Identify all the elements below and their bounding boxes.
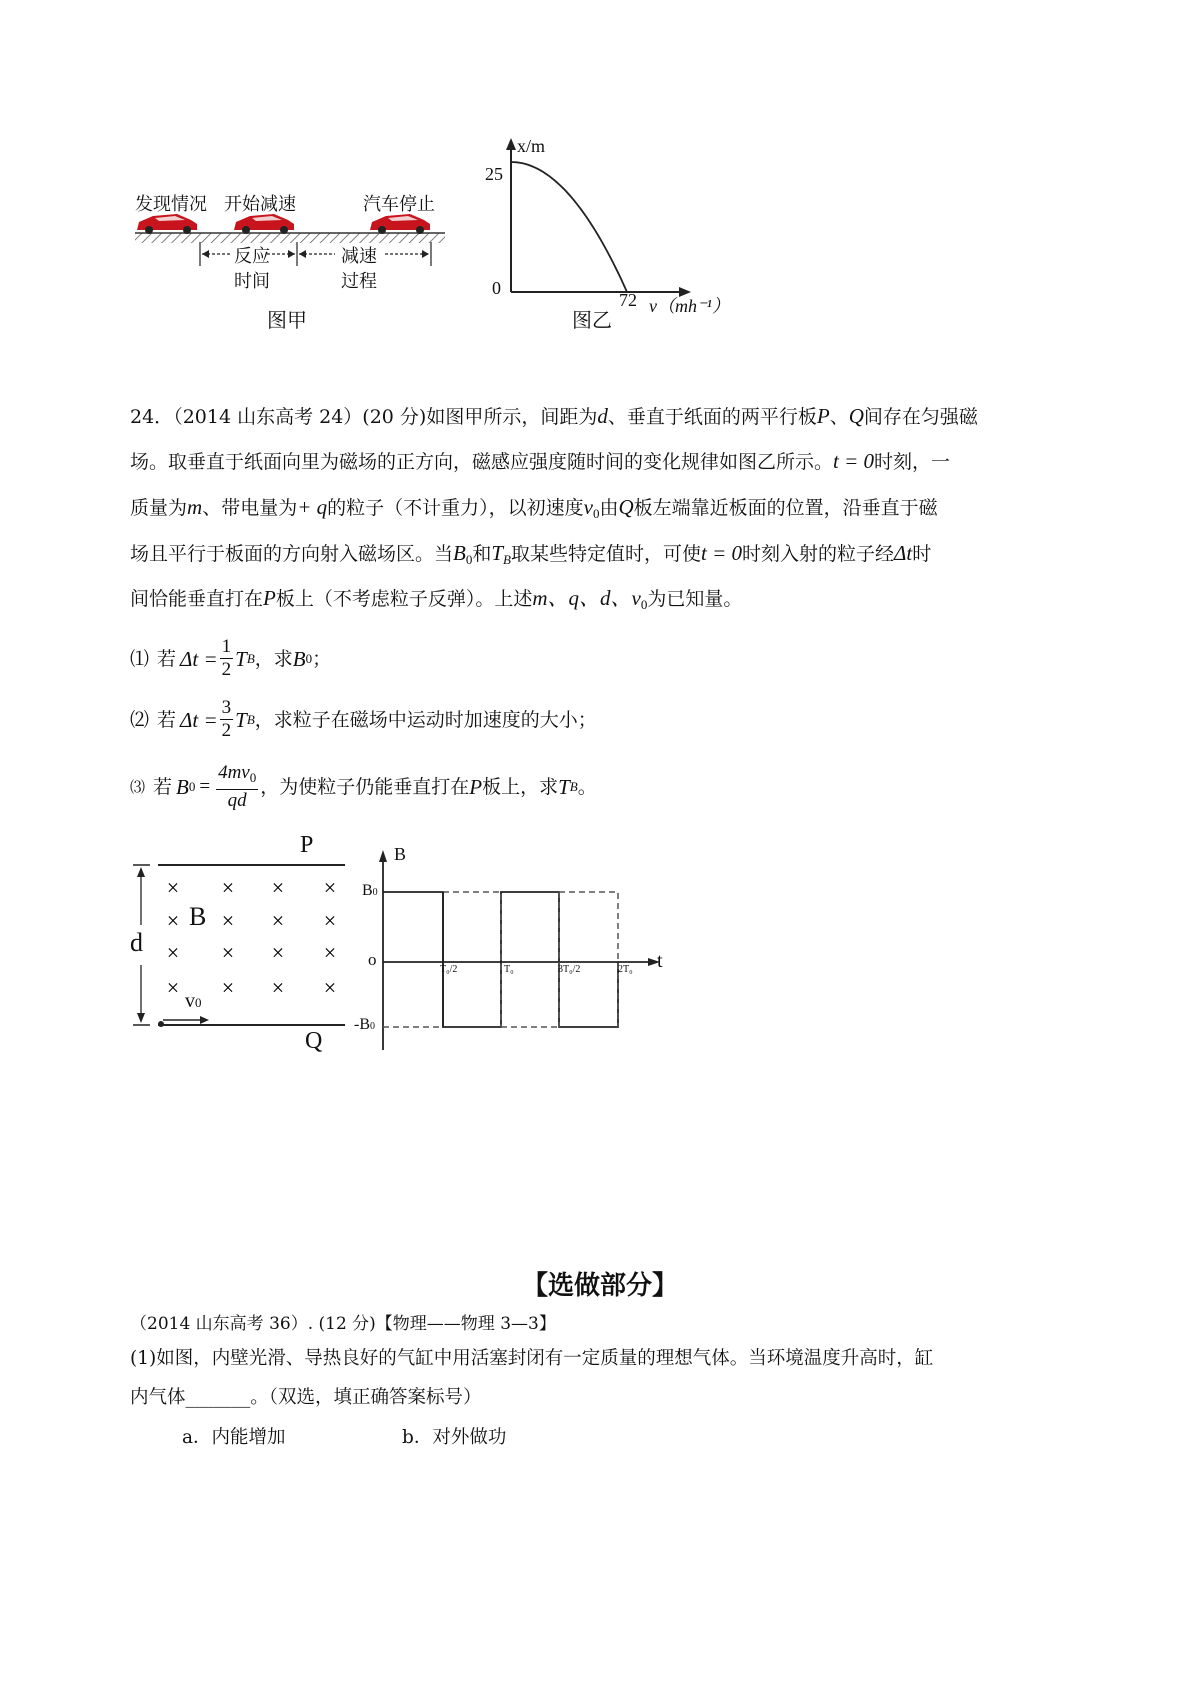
q36-line-2 — [130, 1384, 482, 1412]
label-stop: 汽车停止 — [363, 194, 435, 215]
q36-header: （2014 山东高考 36）. (12 分)【物理——物理 3—3】 — [130, 1314, 556, 1334]
x-tick-label: 72 — [619, 290, 637, 310]
q24-text: 间恰能垂直打在 — [130, 588, 264, 610]
caption-yi: 图乙 — [572, 308, 612, 332]
subscript-0: 0 — [372, 887, 378, 898]
part-label: ⑵ — [130, 708, 150, 731]
car-icon — [137, 214, 197, 234]
q24-text: 时刻入射的粒子经 — [742, 543, 895, 565]
label-start-brake: 开始减速 — [224, 194, 296, 215]
label-Q: Q — [305, 1028, 323, 1054]
origin-label: 0 — [492, 278, 501, 298]
particle-dot — [158, 1021, 164, 1027]
var-v: v — [583, 495, 593, 519]
q24-text: 如图甲所示，间距为 — [426, 406, 598, 428]
q24-text: 若 — [157, 708, 177, 731]
figure-field — [125, 830, 365, 1070]
q24-text: 间存在匀强磁 — [863, 406, 978, 428]
fraction-numerator — [216, 762, 258, 790]
q24-text: ，为使粒子仍能垂直打在 — [260, 776, 470, 798]
label-t-axis: t — [657, 950, 663, 972]
q24-line-5 — [130, 584, 742, 619]
tick-3T0-half: 3T₀/2 — [558, 964, 581, 975]
fraction-numerator: 1 — [221, 636, 232, 657]
field-cross: × — [166, 908, 180, 933]
fraction-numerator: 3 — [221, 697, 232, 718]
label-reaction-2: 时间 — [234, 271, 270, 292]
q24-text: ，求粒子在磁场中运动时加速度的大小； — [254, 708, 597, 731]
B-text: B — [362, 882, 373, 899]
label-decel-2: 过程 — [341, 271, 377, 292]
q24-text: 、 — [829, 406, 849, 428]
label-discover: 发现情况 — [135, 194, 207, 215]
subscript-0: 0 — [305, 650, 313, 666]
label-origin: o — [368, 950, 377, 969]
var-T: T — [491, 541, 504, 565]
v-text: v — [185, 990, 195, 1012]
q24-text: 若 — [153, 776, 173, 798]
q24-text: ； — [312, 647, 332, 670]
subscript-0: 0 — [465, 552, 473, 567]
question-number: 24． — [130, 406, 174, 428]
subscript-0: 0 — [195, 995, 202, 1010]
q24-text: 场且平行于板面的方向射入磁场区。当 — [130, 543, 454, 565]
field-crosses — [167, 875, 336, 1000]
subscript-0: 0 — [188, 779, 196, 794]
car-icon — [370, 214, 430, 234]
q24-text: 时刻，一 — [874, 451, 951, 473]
var-Q: Q — [618, 495, 634, 519]
label-reaction-1: 反应 — [234, 246, 270, 267]
q24-text: 板上（不考虑粒子反弹）。上述 — [275, 588, 533, 610]
y-tick-label: 25 — [485, 164, 503, 184]
tick-2T0: 2T₀ — [618, 964, 633, 975]
q24-text: 取某些特定值时，可使 — [511, 543, 702, 565]
var-B: B — [292, 646, 306, 671]
q36-text: 内气体 — [130, 1387, 186, 1408]
label-neg-B0 — [354, 1016, 375, 1034]
q24-part-1 — [130, 636, 331, 681]
label-v0 — [185, 990, 202, 1013]
var-Q: Q — [848, 404, 864, 428]
q24-line-4 — [130, 539, 931, 574]
var-v: v — [631, 586, 641, 610]
q24-text: ，求 — [254, 647, 293, 670]
field-cross: × — [323, 908, 337, 933]
var-d: d — [597, 404, 608, 428]
var-P: P — [816, 404, 830, 428]
subscript-B: B — [246, 650, 255, 666]
field-cross: × — [271, 975, 285, 1000]
q24-text: 由 — [599, 497, 619, 519]
field-cross: × — [221, 975, 235, 1000]
q24-line-1 — [130, 402, 978, 431]
label-decel-1: 减速 — [341, 246, 377, 267]
fraction-denominator: 2 — [221, 659, 232, 680]
subscript-0: 0 — [640, 597, 648, 612]
subscript-B: B — [503, 552, 511, 567]
var-T: T — [235, 707, 247, 732]
neg-B-text: -B — [354, 1016, 370, 1033]
y-axis-label: x/m — [517, 136, 546, 156]
var-P: P — [469, 775, 483, 799]
q24-text: 、垂直于纸面的两平行板 — [607, 406, 817, 428]
var-m: m — [187, 495, 203, 519]
q36-text: 。（双选，填正确答案标号） — [250, 1387, 482, 1408]
q24-text: 的粒子（不计重力），以初速度 — [327, 497, 584, 519]
question-source: （2014 山东高考 24）(20 分) — [173, 406, 427, 428]
caption-jia: 图甲 — [267, 308, 307, 332]
figure-yi — [475, 130, 745, 360]
field-cross: × — [271, 875, 285, 900]
field-cross: × — [221, 940, 235, 965]
subscript-B: B — [246, 711, 255, 727]
series-line — [511, 162, 627, 292]
part-label: ⑴ — [130, 647, 150, 670]
var-B: B — [453, 541, 466, 565]
magnetic-field-diagram — [125, 830, 365, 1070]
q24-text: 时 — [912, 543, 932, 565]
fraction-denominator: 2 — [221, 720, 232, 741]
field-cross: × — [323, 975, 337, 1000]
fraction — [220, 636, 234, 681]
var-list: m、q、d、 — [532, 586, 632, 610]
fraction — [220, 697, 234, 742]
subscript-B: B — [569, 779, 578, 794]
q24-text: 为已知量。 — [647, 588, 743, 610]
q24-part-3 — [130, 762, 597, 812]
b-waveform-dashed — [559, 892, 618, 1027]
figure-bt — [354, 840, 680, 1060]
q24-text: 质量为 — [130, 497, 188, 519]
field-cross: × — [221, 908, 235, 933]
field-cross: × — [323, 940, 337, 965]
option-a: a．内能增加 — [182, 1427, 286, 1448]
q24-part-2 — [130, 697, 597, 742]
q24-text: 、带电量为 — [202, 497, 298, 519]
field-cross: × — [166, 975, 180, 1000]
var-T: T — [558, 775, 570, 799]
fraction-denominator: qd — [227, 790, 247, 811]
field-cross: × — [166, 940, 180, 965]
expr-t-equals-0: t = 0 — [701, 541, 743, 565]
option-b: b．对外做功 — [402, 1427, 507, 1448]
subscript-0: 0 — [370, 1021, 375, 1032]
label-d: d — [130, 928, 143, 957]
subscript-0: 0 — [249, 770, 257, 785]
var-plus-q: + q — [297, 495, 328, 519]
q24-text: 板上，求 — [482, 776, 559, 798]
tick-T0: T₀ — [504, 964, 514, 975]
answer-blank: _______ — [185, 1387, 251, 1408]
x-axis-label: v（mh⁻¹） — [649, 296, 730, 316]
field-cross: × — [221, 875, 235, 900]
label-B0 — [362, 882, 378, 900]
tick-T0-half: T₀/2 — [440, 964, 458, 975]
subscript-0: 0 — [592, 506, 600, 521]
var-P: P — [263, 586, 276, 610]
q24-text: 场。取垂直于纸面向里为磁场的正方向，磁感应强度随时间的变化规律如图乙所示。 — [130, 451, 834, 473]
figure-jia — [135, 180, 455, 360]
q24-text: 和 — [472, 543, 492, 565]
section-heading: 【选做部分】 — [521, 1271, 678, 1301]
q24-text: 。 — [577, 776, 597, 798]
q24-line-2 — [130, 447, 950, 476]
equals-sign: = — [199, 776, 211, 797]
numerator-text: 4mv — [218, 762, 250, 783]
label-B-axis: B — [394, 844, 407, 864]
label-P: P — [300, 832, 314, 858]
expr-delta-t-eq: Δt = — [180, 707, 218, 732]
expr-delta-t-eq: Δt = — [180, 646, 218, 671]
ground-hatch — [135, 233, 445, 243]
q24-text: 板左端靠近板面的位置，沿垂直于磁 — [633, 497, 938, 519]
label-B: B — [189, 902, 207, 931]
b-waveform-dashed — [443, 892, 501, 1027]
var-T: T — [235, 646, 247, 671]
field-cross: × — [166, 875, 180, 900]
q36-line-1: (1)如图，内壁光滑、导热良好的气缸中用活塞封闭有一定质量的理想气体。当环境温度升高时，缸 — [130, 1348, 934, 1369]
q24-line-3 — [130, 493, 938, 528]
car-icon — [234, 214, 294, 234]
q24-text: 若 — [157, 647, 177, 670]
fraction — [216, 762, 258, 812]
part-label: ⑶ — [130, 778, 146, 796]
var-delta-t: Δt — [894, 541, 913, 565]
field-cross: × — [323, 875, 337, 900]
expr-t-equals-0: t = 0 — [833, 449, 875, 473]
field-cross: × — [271, 940, 285, 965]
var-B: B — [176, 775, 189, 799]
field-cross: × — [271, 908, 285, 933]
b-t-chart — [360, 840, 680, 1060]
y-axis-arrow — [506, 138, 516, 150]
